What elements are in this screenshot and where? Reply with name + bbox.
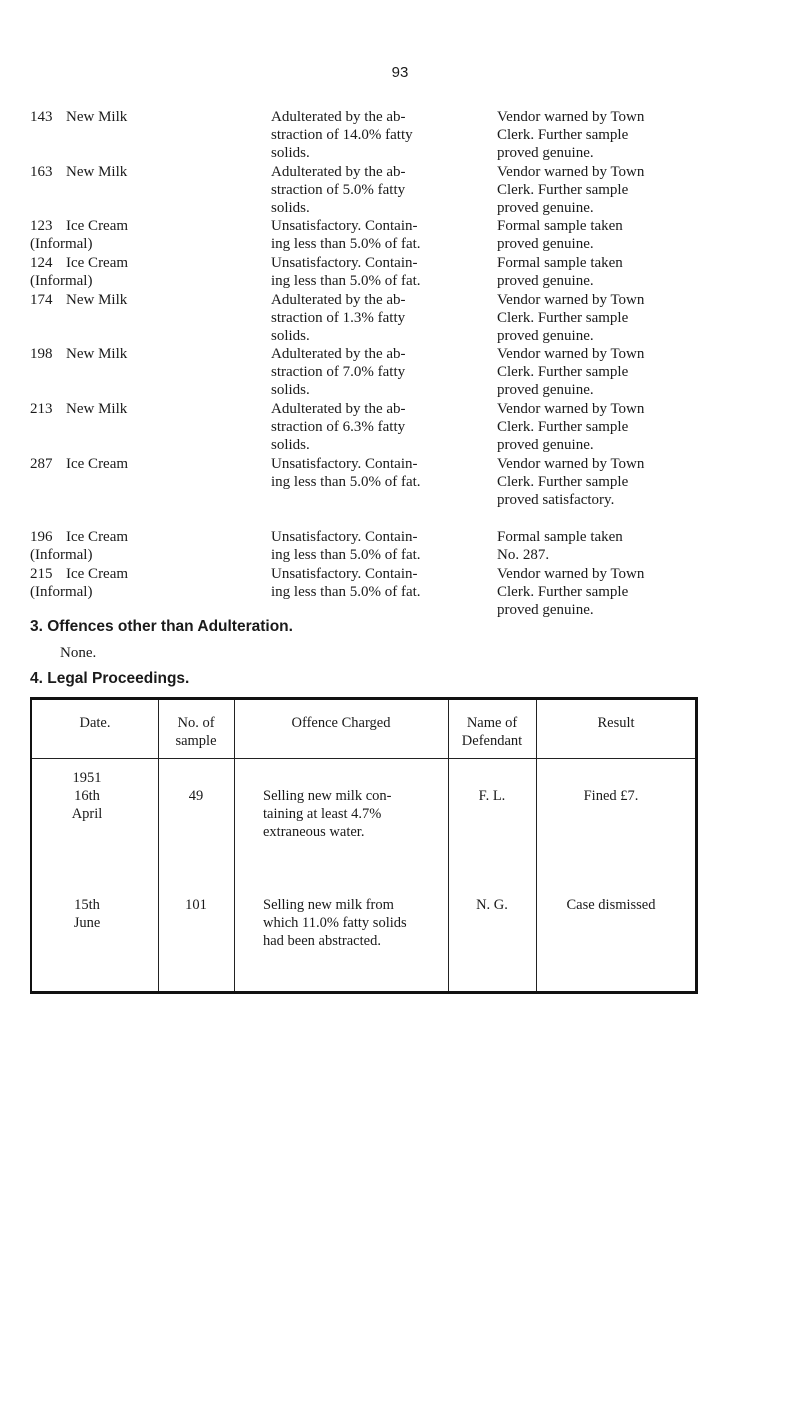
sample-action: Vendor warned by Town Clerk. Further sample proved genuine.	[497, 346, 645, 398]
sample-action: Vendor warned by Town Clerk. Further sample proved genuine.	[497, 566, 645, 618]
table-row-1-result: Fined £7.	[583, 788, 639, 804]
sample-number: 163	[30, 164, 53, 180]
sample-article: Ice Cream (Informal)	[30, 254, 230, 290]
sample-article: Ice Cream (Informal)	[30, 528, 230, 564]
table-row-2-date: 15th June	[73, 897, 101, 931]
informal-label: (Informal)	[30, 273, 93, 289]
header-defendant: Name of Defendant	[461, 715, 523, 749]
sample-article: New Milk	[66, 292, 128, 308]
sample-action: Formal sample taken No. 287.	[497, 529, 623, 563]
table-row-2-sample: 101	[185, 897, 207, 913]
sample-action: Formal sample taken proved genuine.	[497, 255, 623, 289]
table-row-1-defendant: F. L.	[478, 788, 506, 804]
sample-article: New Milk	[66, 346, 128, 362]
section-3-heading: 3. Offences other than Adulteration.	[30, 618, 293, 635]
legal-proceedings-table	[30, 697, 698, 994]
sample-article: New Milk	[66, 109, 128, 125]
section-4-heading: 4. Legal Proceedings.	[30, 670, 190, 687]
sample-result: Unsatisfactory. Contain- ing less than 5.0% of fat.	[271, 255, 421, 289]
section-3-body: None.	[60, 645, 97, 661]
informal-label: (Informal)	[30, 236, 93, 252]
sample-number: 143	[30, 109, 53, 125]
sample-number: 124	[30, 255, 53, 271]
sample-number: 196	[30, 529, 53, 545]
page-number: 93	[391, 64, 409, 81]
informal-label: (Informal)	[30, 584, 93, 600]
sample-result: Unsatisfactory. Contain- ing less than 5.0% of fat.	[271, 529, 421, 563]
table-row-1-date: 1951 16th April	[71, 770, 103, 822]
sample-result: Unsatisfactory. Contain- ing less than 5.0% of fat.	[271, 218, 421, 252]
table-row-1-offence: Selling new milk con- taining at least 4.7% extraneous water.	[263, 788, 392, 840]
sample-number: 123	[30, 218, 53, 234]
sample-article: New Milk	[66, 401, 128, 417]
sample-number: 287	[30, 456, 53, 472]
sample-result: Adulterated by the ab- straction of 14.0% fatty solids.	[271, 109, 413, 161]
sample-action: Vendor warned by Town Clerk. Further sample proved genuine.	[497, 164, 645, 216]
sample-article: New Milk	[66, 164, 128, 180]
table-row-1-sample: 49	[188, 788, 204, 804]
sample-article: Ice Cream	[66, 456, 129, 472]
sample-result: Adulterated by the ab- straction of 6.3% fatty solids.	[271, 401, 406, 453]
sample-result: Adulterated by the ab- straction of 1.3% fatty solids.	[271, 292, 406, 344]
sample-result: Adulterated by the ab- straction of 5.0% fatty solids.	[271, 164, 406, 216]
sample-result: Adulterated by the ab- straction of 7.0% fatty solids.	[271, 346, 406, 398]
header-offence: Offence Charged	[291, 715, 391, 731]
sample-number: 174	[30, 292, 53, 308]
sample-article: Ice Cream (Informal)	[30, 217, 230, 253]
sample-action: Vendor warned by Town Clerk. Further sample proved genuine.	[497, 401, 645, 453]
sample-number: 213	[30, 401, 53, 417]
table-row-2-result: Case dismissed	[566, 897, 656, 913]
sample-action: Formal sample taken proved genuine.	[497, 218, 623, 252]
sample-action: Vendor warned by Town Clerk. Further sample proved genuine.	[497, 292, 645, 344]
informal-label: (Informal)	[30, 547, 93, 563]
header-date: Date.	[79, 715, 111, 731]
sample-number: 198	[30, 346, 53, 362]
table-row-2-offence: Selling new milk from which 11.0% fatty solids had been abstracted.	[263, 897, 407, 949]
sample-article: Ice Cream (Informal)	[30, 565, 230, 601]
header-sample: No. of sample	[175, 715, 217, 749]
sample-action: Vendor warned by Town Clerk. Further sample proved genuine.	[497, 109, 645, 161]
sample-result: Unsatisfactory. Contain- ing less than 5.0% of fat.	[271, 456, 421, 490]
sample-result: Unsatisfactory. Contain- ing less than 5.0% of fat.	[271, 566, 421, 600]
sample-number: 215	[30, 566, 53, 582]
table-row-2-defendant: N. G.	[476, 897, 508, 913]
sample-action: Vendor warned by Town Clerk. Further sample proved satisfactory.	[497, 456, 645, 508]
header-result: Result	[597, 715, 635, 731]
